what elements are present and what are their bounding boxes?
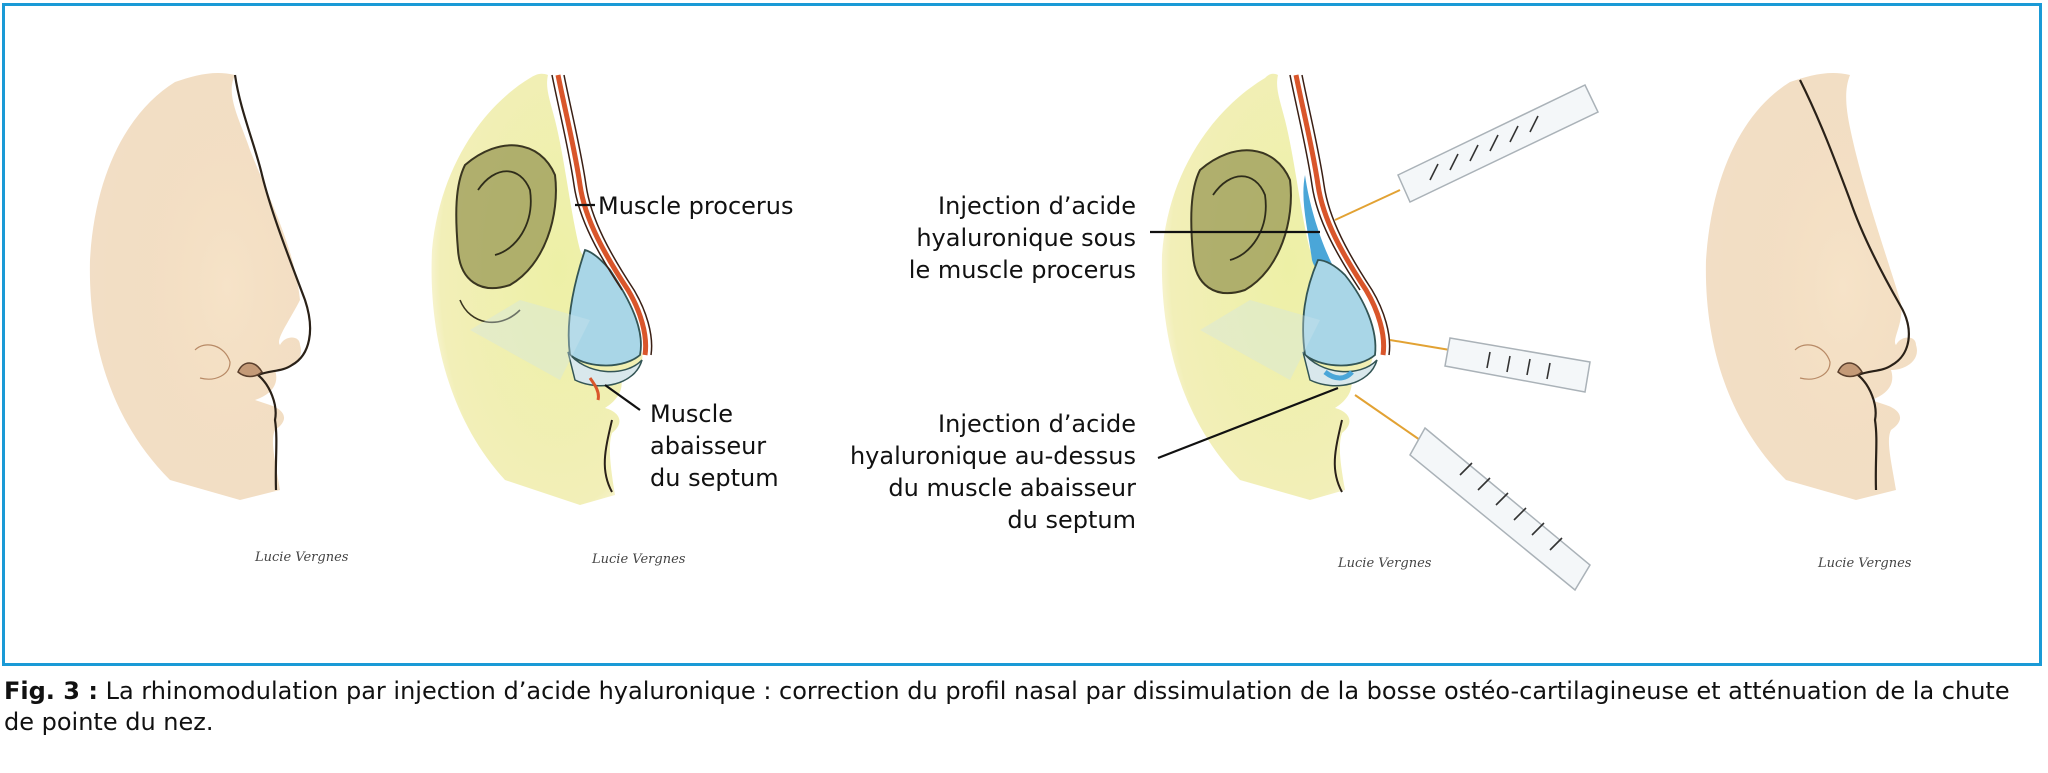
face-injection bbox=[1162, 74, 1390, 500]
caption-prefix: Fig. 3 : bbox=[4, 677, 98, 705]
label-injection-sous-procerus: Injection d’acide hyaluronique sous le muscle procerus bbox=[908, 192, 1136, 284]
artist-signature: Lucie Vergnes bbox=[592, 552, 686, 567]
artist-signature: Lucie Vergnes bbox=[1338, 556, 1432, 571]
label-injection-dessus-abaisseur: Injection d’acide hyaluronique au-dessus du muscle abaisseur du septum bbox=[849, 410, 1136, 534]
figure-caption bbox=[4, 676, 2044, 738]
label-muscle-procerus: Muscle procerus bbox=[598, 192, 794, 220]
label-muscle-abaisseur: Muscle abaisseur du septum bbox=[650, 400, 779, 492]
caption-text: La rhinomodulation par injection d’acide hyaluronique : correction du profil nasal par dissimulation de la bosse ostéo-cartilagineuse et atténuation de la chute de pointe du nez. bbox=[4, 677, 2010, 736]
face-anatomy bbox=[432, 74, 652, 505]
artist-signature: Lucie Vergnes bbox=[255, 550, 349, 565]
syringe-middle bbox=[1390, 338, 1590, 392]
face-after-profile bbox=[1706, 73, 1917, 500]
syringe-top bbox=[1335, 85, 1598, 220]
artist-signature: Lucie Vergnes bbox=[1818, 556, 1912, 571]
face-before-profile bbox=[90, 73, 310, 500]
